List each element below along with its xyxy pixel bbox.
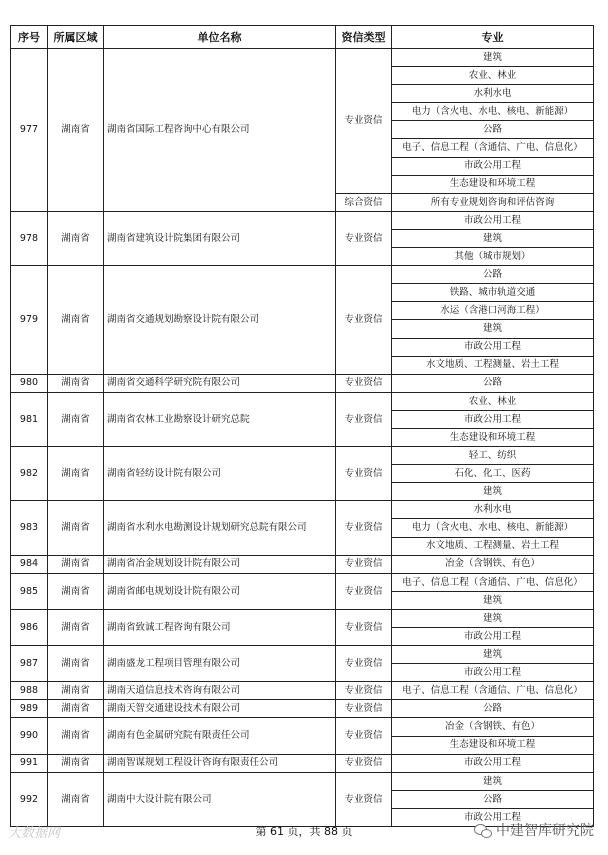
cell-unit-name: 湖南省致诚工程咨询有限公司	[104, 609, 336, 645]
table-row	[11, 266, 594, 284]
cell-major: 生态建设和环境工程	[392, 428, 594, 446]
header-type: 资信类型	[336, 26, 392, 49]
header-seq: 序号	[11, 26, 48, 49]
cell-qualification-type: 专业资信	[336, 211, 392, 265]
cell-region: 湖南省	[48, 646, 104, 682]
table-row	[11, 374, 594, 392]
table-row	[11, 573, 594, 591]
table-row	[11, 609, 594, 627]
cell-region: 湖南省	[48, 718, 104, 754]
cell-region: 湖南省	[48, 555, 104, 573]
cell-major: 电力（含火电、水电、核电、新能源）	[392, 103, 594, 121]
table-row	[11, 772, 594, 790]
cell-major: 市政公用工程	[392, 338, 594, 356]
cell-region: 湖南省	[48, 754, 104, 772]
cell-unit-name: 湖南省轻纺设计院有限公司	[104, 447, 336, 501]
table-row	[11, 718, 594, 736]
cell-seq: 983	[11, 501, 48, 555]
cell-seq: 984	[11, 555, 48, 573]
page-footer: 第 61 页，共 88 页	[255, 825, 353, 838]
cell-major: 市政公用工程	[392, 754, 594, 772]
table-row	[11, 501, 594, 519]
table-row	[11, 49, 594, 67]
cell-seq: 985	[11, 573, 48, 609]
cell-seq: 992	[11, 772, 48, 826]
cell-qualification-type: 专业资信	[336, 266, 392, 375]
cell-region: 湖南省	[48, 772, 104, 826]
cell-major: 石化、化工、医药	[392, 465, 594, 483]
cell-unit-name: 湖南省国际工程咨询中心有限公司	[104, 49, 336, 212]
cell-major: 市政公用工程	[392, 808, 594, 826]
cell-major: 市政公用工程	[392, 211, 594, 229]
cell-seq: 988	[11, 682, 48, 700]
table-row	[11, 700, 594, 718]
cell-region: 湖南省	[48, 700, 104, 718]
cell-major: 建筑	[392, 646, 594, 664]
cell-major: 建筑	[392, 772, 594, 790]
cell-major: 农业、林业	[392, 392, 594, 410]
watermark-right	[474, 820, 594, 840]
cell-qualification-type: 专业资信	[336, 772, 392, 826]
cell-major: 建筑	[392, 320, 594, 338]
cell-major: 其他（城市规划）	[392, 248, 594, 266]
cell-unit-name: 湖南省交通科学研究院有限公司	[104, 374, 336, 392]
cell-seq: 978	[11, 211, 48, 265]
cell-unit-name: 湖南智谋规划工程设计咨询有限责任公司	[104, 754, 336, 772]
document-page	[10, 25, 594, 827]
cell-major: 电力（含火电、水电、核电、新能源）	[392, 519, 594, 537]
table-row	[11, 447, 594, 465]
cell-major: 水利水电	[392, 85, 594, 103]
cell-major: 建筑	[392, 591, 594, 609]
cell-unit-name: 湖南省冶金规划设计院有限公司	[104, 555, 336, 573]
cell-major: 水文地质、工程测量、岩土工程	[392, 537, 594, 555]
watermark-left: 大数据网	[8, 826, 61, 841]
cell-major: 公路	[392, 790, 594, 808]
header-major: 专业	[392, 26, 594, 49]
cell-major: 市政公用工程	[392, 664, 594, 682]
cell-unit-name: 湖南省交通规划勘察设计院有限公司	[104, 266, 336, 375]
cell-seq: 980	[11, 374, 48, 392]
table-row	[11, 555, 594, 573]
cell-major: 市政公用工程	[392, 628, 594, 646]
cell-region: 湖南省	[48, 573, 104, 609]
header-unit: 单位名称	[104, 26, 336, 49]
cell-major: 公路	[392, 266, 594, 284]
cell-qualification-type: 专业资信	[336, 555, 392, 573]
cell-unit-name: 湖南省水利水电勘测设计规划研究总院有限公司	[104, 501, 336, 555]
cell-qualification-type: 专业资信	[336, 374, 392, 392]
table-header-row	[11, 26, 594, 49]
cell-major: 公路	[392, 374, 594, 392]
cell-major: 建筑	[392, 609, 594, 627]
cell-qualification-type: 专业资信	[336, 447, 392, 501]
cell-qualification-type: 专业资信	[336, 682, 392, 700]
cell-unit-name: 湖南盛龙工程项目管理有限公司	[104, 646, 336, 682]
cell-qualification-type: 专业资信	[336, 700, 392, 718]
cell-major: 电子、信息工程（含通信、广电、信息化）	[392, 682, 594, 700]
table-row	[11, 211, 594, 229]
cell-major: 建筑	[392, 229, 594, 247]
cell-major: 市政公用工程	[392, 157, 594, 175]
qualification-table	[10, 25, 594, 827]
cell-qualification-type: 专业资信	[336, 573, 392, 609]
watermark-right-text: 中建智库研究院	[496, 823, 594, 839]
cell-unit-name: 湖南省建筑设计院集团有限公司	[104, 211, 336, 265]
cell-major: 轻工、纺织	[392, 447, 594, 465]
table-row	[11, 754, 594, 772]
cell-seq: 981	[11, 392, 48, 446]
cell-major: 水利水电	[392, 501, 594, 519]
cell-unit-name: 湖南中大设计院有限公司	[104, 772, 336, 826]
cell-region: 湖南省	[48, 49, 104, 212]
cell-unit-name: 湖南天道信息技术咨询有限公司	[104, 682, 336, 700]
cell-qualification-type: 专业资信	[336, 754, 392, 772]
cell-major: 市政公用工程	[392, 410, 594, 428]
table-row	[11, 646, 594, 664]
cell-seq: 989	[11, 700, 48, 718]
cell-major: 建筑	[392, 49, 594, 67]
cell-qualification-type: 专业资信	[336, 718, 392, 754]
cell-seq: 990	[11, 718, 48, 754]
header-region: 所属区域	[48, 26, 104, 49]
cell-qualification-type: 专业资信	[336, 49, 392, 194]
cell-unit-name: 湖南省邮电规划设计院有限公司	[104, 573, 336, 609]
cell-region: 湖南省	[48, 211, 104, 265]
cell-region: 湖南省	[48, 266, 104, 375]
cell-major: 电子、信息工程（含通信、广电、信息化）	[392, 139, 594, 157]
cell-unit-name: 湖南有色金属研究院有限责任公司	[104, 718, 336, 754]
cell-major: 建筑	[392, 483, 594, 501]
cell-qualification-type: 专业资信	[336, 392, 392, 446]
cell-major: 所有专业规划咨询和评估咨询	[392, 193, 594, 211]
cell-major: 公路	[392, 121, 594, 139]
cell-major: 生态建设和环境工程	[392, 175, 594, 193]
cell-region: 湖南省	[48, 374, 104, 392]
cell-qualification-type: 专业资信	[336, 609, 392, 645]
wechat-icon	[474, 823, 492, 838]
cell-seq: 979	[11, 266, 48, 375]
cell-seq: 987	[11, 646, 48, 682]
cell-region: 湖南省	[48, 682, 104, 700]
cell-qualification-type: 综合资信	[336, 193, 392, 211]
cell-major: 生态建设和环境工程	[392, 736, 594, 754]
cell-seq: 982	[11, 447, 48, 501]
cell-region: 湖南省	[48, 447, 104, 501]
cell-unit-name: 湖南天智交通建设技术有限公司	[104, 700, 336, 718]
cell-major: 冶金（含钢铁、有色）	[392, 555, 594, 573]
cell-unit-name: 湖南省农林工业勘察设计研究总院	[104, 392, 336, 446]
cell-major: 铁路、城市轨道交通	[392, 284, 594, 302]
cell-major: 冶金（含钢铁、有色）	[392, 718, 594, 736]
cell-region: 湖南省	[48, 609, 104, 645]
cell-major: 水文地质、工程测量、岩土工程	[392, 356, 594, 374]
cell-seq: 986	[11, 609, 48, 645]
cell-qualification-type: 专业资信	[336, 646, 392, 682]
cell-region: 湖南省	[48, 501, 104, 555]
cell-major: 电子、信息工程（含通信、广电、信息化）	[392, 573, 594, 591]
table-row	[11, 682, 594, 700]
cell-major: 公路	[392, 700, 594, 718]
cell-seq: 991	[11, 754, 48, 772]
cell-qualification-type: 专业资信	[336, 501, 392, 555]
cell-major: 农业、林业	[392, 67, 594, 85]
cell-major: 水运（含港口河海工程）	[392, 302, 594, 320]
table-row	[11, 392, 594, 410]
cell-region: 湖南省	[48, 392, 104, 446]
cell-seq: 977	[11, 49, 48, 212]
